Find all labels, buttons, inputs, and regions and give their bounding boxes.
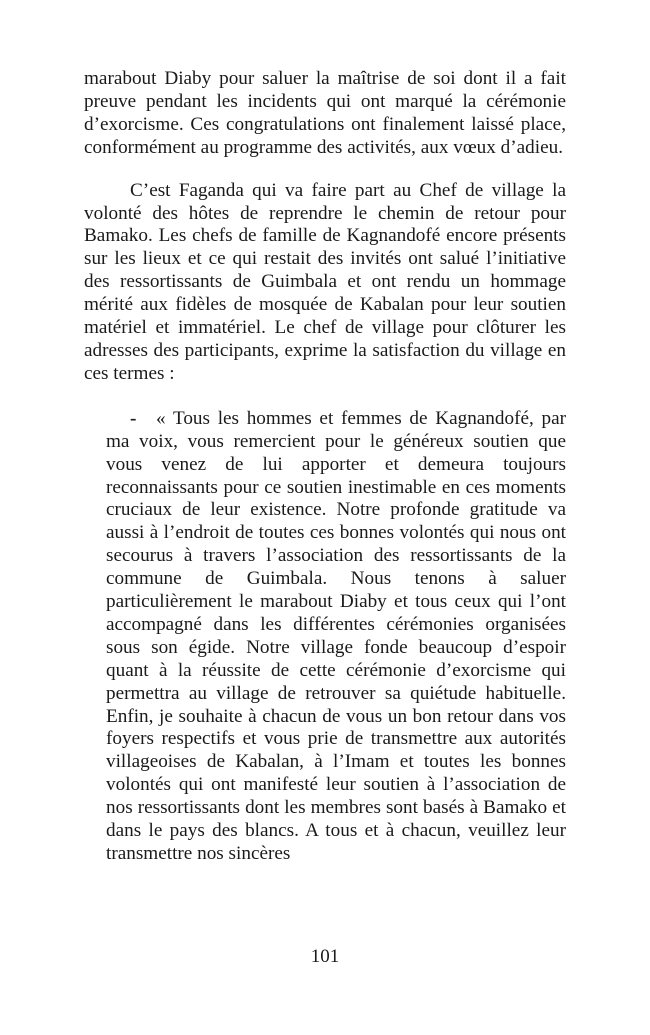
quoted-speech-chief [106,408,566,866]
page-body [84,68,566,866]
bullet-dash: - [130,407,137,429]
quote-text: « Tous les hommes et femmes de Kagnandofé, par ma voix, vous remercient pour le généreux soutien que vous venez de lui apporter et demeura toujours reconnaissants pour ce soutien inestimable en ces moments cruciaux de leur existence. Notre profonde gratitude va aussi à l’endroit de toutes ces bonnes volontés qui nous ont secourus à travers l’association des ressortissants de la commune de Guimbala. Nous tenons à saluer particulièrement le marabout Diaby et tous ceux qui l’ont accompagné dans les différentes cérémonies organisées sous son égide. Notre village fonde beaucoup d’espoir quant à la réussite de cette cérémonie d’exorcisme qui permettra au village de retrouver sa quiétude habituelle. Enfin, je souhaite à chacun de vous un bon retour dans vos foyers respectifs et vous prie de transmettre aux autorités villageoises de Kabalan, à l’Imam et toutes les bonnes volontés qui ont manifesté leur soutien à l’association de nos ressortissants dont les membres sont basés à Bamako et dans le pays des blancs. A tous et à chacun, veuillez leur transmettre nos sincères [106,407,566,864]
paragraph-village-chief-response: C’est Faganda qui va faire part au Chef de village la volonté des hôtes de reprendre le chemin de retour pour Bamako. Les chefs de famille de Kagnandofé encore présents sur les lieux et ce qui restait des invités ont salué l’initiative des ressortissants de Guimbala et ont rendu un hommage mérité aux fidèles de mosquée de Kabalan pour leur soutien matériel et immatériel. Le chef de village pour clôturer les adresses des participants, exprime la satisfaction du village en ces termes : [84,179,566,384]
page-number: 101 [310,946,340,967]
paragraph-farewell-wishes: marabout Diaby pour saluer la maîtrise de soi dont il a fait preuve pendant les incidents qui ont marqué la cérémonie d’exorcisme. Ces congratulations ont finalement laissé place, conformément au programme des activités, aux vœux d’adieu. [84,68,566,158]
